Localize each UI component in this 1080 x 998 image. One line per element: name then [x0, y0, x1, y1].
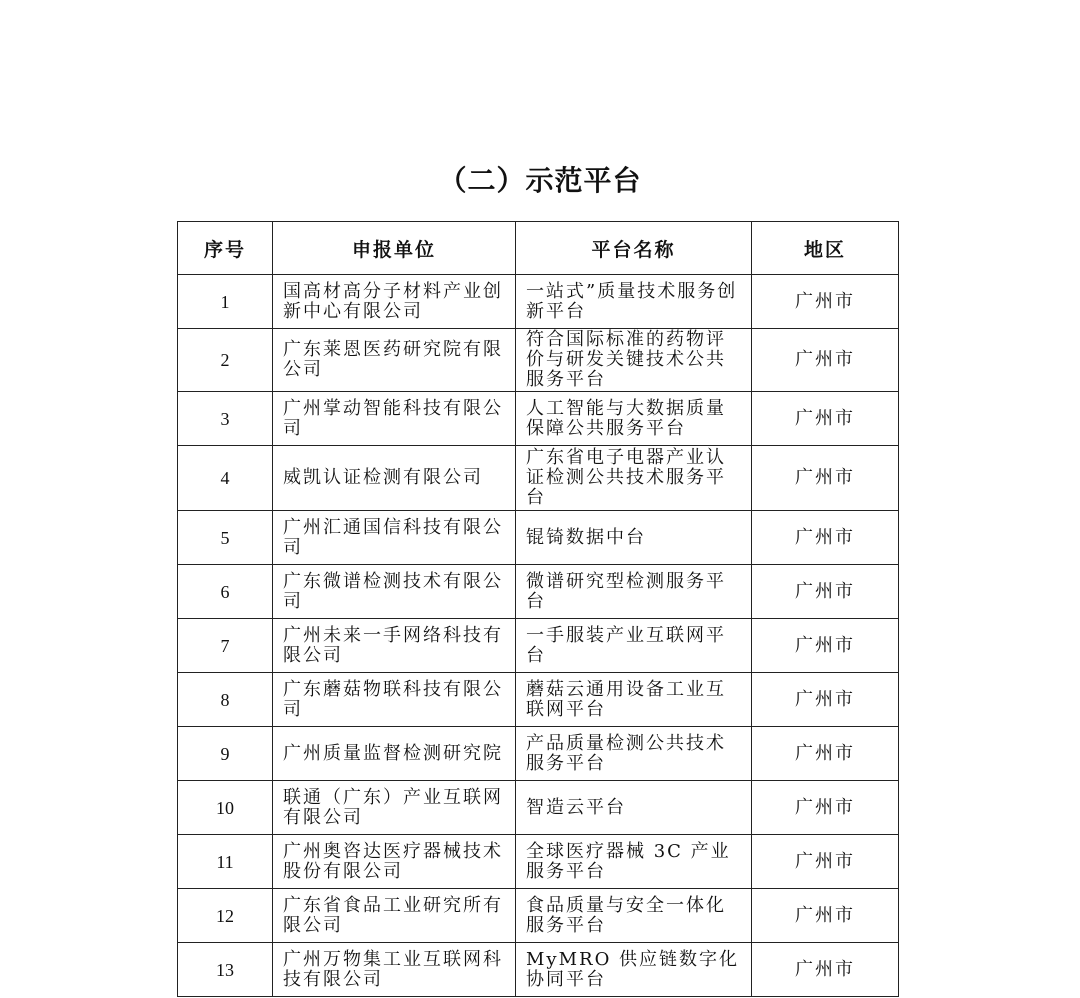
table-row	[178, 673, 899, 727]
row-unit-text: 广州汇通国信科技有限公司	[283, 516, 503, 558]
row-unit	[273, 889, 516, 943]
row-unit	[273, 275, 516, 329]
row-unit	[273, 329, 516, 392]
row-platform	[516, 511, 752, 565]
row-region-text: 广州市	[795, 688, 855, 710]
row-region-text: 广州市	[795, 634, 855, 656]
row-index	[178, 511, 273, 565]
row-region-text: 广州市	[795, 526, 855, 548]
row-platform-text: 全球医疗器械 3C 产业服务平台	[526, 840, 731, 882]
header-unit: 申报单位	[273, 222, 516, 275]
row-platform	[516, 943, 752, 997]
row-unit-text: 广州奥咨达医疗器械技术股份有限公司	[283, 840, 503, 882]
row-platform-text: 符合国际标准的药物评价与研发关键技术公共服务平台	[526, 329, 726, 390]
header-region: 地区	[752, 222, 899, 275]
row-index	[178, 619, 273, 673]
row-region-text: 广州市	[795, 580, 855, 602]
table-row	[178, 329, 899, 392]
row-unit	[273, 392, 516, 446]
table-row	[178, 835, 899, 889]
table-row	[178, 565, 899, 619]
row-unit	[273, 943, 516, 997]
row-platform	[516, 565, 752, 619]
row-region-text: 广州市	[795, 407, 855, 429]
row-region	[752, 781, 899, 835]
row-index-text: 2	[220, 350, 230, 370]
row-unit-text: 广州掌动智能科技有限公司	[283, 397, 503, 439]
row-platform-text: MyMRO 供应链数字化协同平台	[526, 948, 740, 990]
table-body	[178, 275, 899, 997]
row-region-text: 广州市	[795, 958, 855, 980]
row-region	[752, 835, 899, 889]
platform-table	[177, 221, 899, 997]
row-unit-text: 广东微谱检测技术有限公司	[283, 570, 503, 612]
row-unit-text: 广州质量监督检测研究院	[283, 742, 503, 764]
row-index	[178, 392, 273, 446]
row-index-text: 3	[220, 408, 230, 429]
row-index-text: 11	[216, 851, 234, 872]
row-platform	[516, 835, 752, 889]
table-row	[178, 392, 899, 446]
table-row	[178, 943, 899, 997]
row-index-text: 5	[220, 527, 230, 548]
row-index	[178, 835, 273, 889]
table-row	[178, 275, 899, 329]
row-index-text: 10	[216, 797, 234, 818]
row-region	[752, 275, 899, 329]
row-region	[752, 889, 899, 943]
table-row	[178, 511, 899, 565]
row-unit	[273, 619, 516, 673]
row-region	[752, 446, 899, 511]
row-platform-text: 一站式”质量技术服务创新平台	[526, 280, 738, 322]
row-region-text: 广州市	[795, 349, 855, 370]
row-unit-text: 广东省食品工业研究所有限公司	[283, 894, 503, 936]
table-row	[178, 889, 899, 943]
row-platform	[516, 889, 752, 943]
page-title: （二）示范平台	[438, 164, 642, 197]
row-platform	[516, 727, 752, 781]
row-region	[752, 619, 899, 673]
row-platform-text: 智造云平台	[526, 796, 626, 818]
row-region-text: 广州市	[795, 467, 855, 488]
table-row	[178, 446, 899, 511]
row-region-text: 广州市	[795, 904, 855, 926]
row-region	[752, 673, 899, 727]
row-region	[752, 392, 899, 446]
row-index	[178, 673, 273, 727]
row-platform	[516, 673, 752, 727]
table-header-row	[178, 222, 899, 275]
row-platform	[516, 446, 752, 511]
row-region	[752, 565, 899, 619]
row-platform-text: 食品质量与安全一体化服务平台	[526, 894, 726, 936]
row-index-text: 9	[220, 743, 230, 764]
row-index-text: 12	[216, 905, 234, 926]
row-index-text: 8	[220, 689, 230, 710]
table-row	[178, 727, 899, 781]
row-index	[178, 943, 273, 997]
row-platform	[516, 329, 752, 392]
row-platform	[516, 781, 752, 835]
row-index	[178, 446, 273, 511]
row-index-text: 6	[220, 581, 230, 602]
row-region	[752, 727, 899, 781]
row-region-text: 广州市	[795, 796, 855, 818]
row-unit-text: 广州未来一手网络科技有限公司	[283, 624, 503, 666]
row-unit	[273, 511, 516, 565]
row-unit-text: 广东蘑菇物联科技有限公司	[283, 678, 503, 720]
row-platform-text: 广东省电子电器产业认证检测公共技术服务平台	[526, 447, 726, 508]
row-index-text: 1	[220, 291, 230, 312]
row-unit-text: 国高材高分子材料产业创新中心有限公司	[283, 280, 503, 322]
row-unit-text: 联通（广东）产业互联网有限公司	[283, 786, 503, 828]
table-row	[178, 781, 899, 835]
row-platform-text: 产品质量检测公共技术服务平台	[526, 732, 726, 774]
row-unit	[273, 727, 516, 781]
table-row	[178, 619, 899, 673]
header-platform: 平台名称	[516, 222, 752, 275]
row-region	[752, 329, 899, 392]
row-region	[752, 511, 899, 565]
row-platform-text: 微谱研究型检测服务平台	[526, 570, 726, 612]
row-region	[752, 943, 899, 997]
row-platform	[516, 392, 752, 446]
row-platform	[516, 275, 752, 329]
row-platform-text: 人工智能与大数据质量保障公共服务平台	[526, 397, 726, 439]
header-index: 序号	[178, 222, 273, 275]
row-index-text: 7	[220, 635, 230, 656]
row-region-text: 广州市	[795, 290, 855, 312]
row-region-text: 广州市	[795, 850, 855, 872]
row-index	[178, 565, 273, 619]
row-unit	[273, 446, 516, 511]
row-unit	[273, 565, 516, 619]
row-index	[178, 329, 273, 392]
row-index	[178, 727, 273, 781]
row-unit	[273, 781, 516, 835]
row-platform-text: 一手服装产业互联网平台	[526, 624, 726, 666]
row-index-text: 13	[216, 959, 234, 980]
row-index	[178, 275, 273, 329]
row-unit-text: 威凯认证检测有限公司	[283, 467, 483, 488]
row-unit-text: 广州万物集工业互联网科技有限公司	[283, 948, 503, 990]
row-index	[178, 781, 273, 835]
row-region-text: 广州市	[795, 742, 855, 764]
row-index-text: 4	[220, 468, 230, 488]
row-platform-text: 蘑菇云通用设备工业互联网平台	[526, 678, 726, 720]
row-unit	[273, 673, 516, 727]
row-unit	[273, 835, 516, 889]
row-platform	[516, 619, 752, 673]
row-index	[178, 889, 273, 943]
row-unit-text: 广东莱恩医药研究院有限公司	[283, 339, 503, 380]
row-platform-text: 锟锜数据中台	[526, 526, 646, 548]
